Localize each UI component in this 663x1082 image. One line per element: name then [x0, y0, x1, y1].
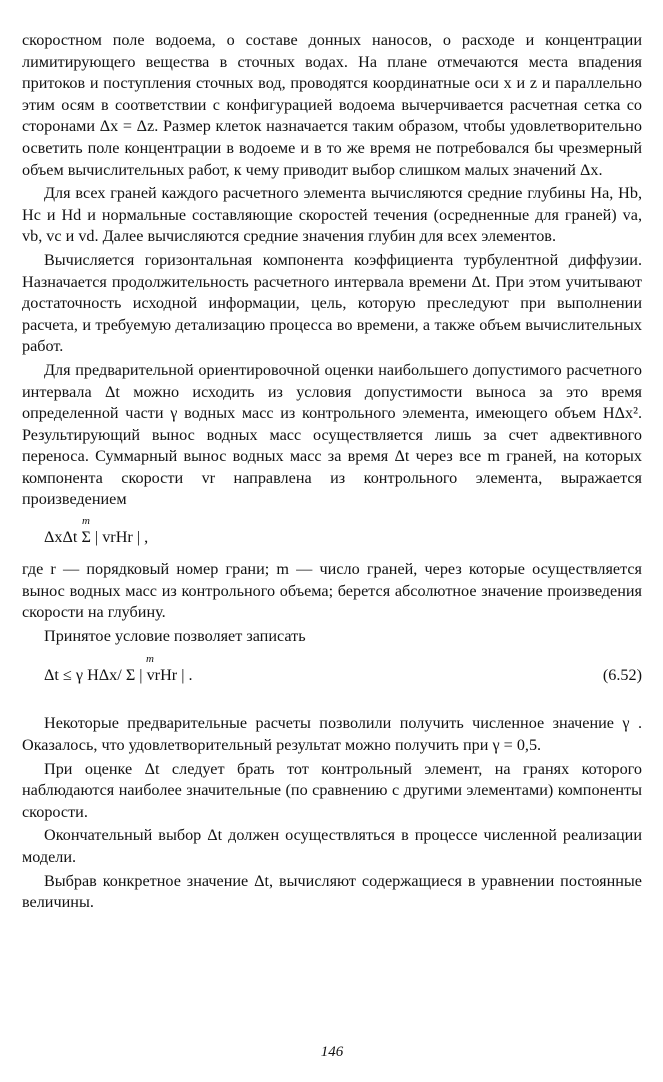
paragraph-7: Некоторые предварительные расчеты позволили получить численное значение γ . Оказалось, что удовлетворительный результат можно получить при γ = 0,5.	[22, 714, 642, 755]
formula-product-expression: ΔxΔt Σ | vrHr | ,	[44, 528, 149, 547]
equation-number: (6.52)	[602, 666, 642, 685]
page-number: 146	[320, 1044, 344, 1060]
formula-6-52-expression: Δt ≤ γ HΔx/ Σ | vrHr | .	[44, 666, 193, 685]
formula-product	[22, 515, 642, 555]
paragraph-10: Выбрав конкретное значение Δt, вычисляют содержащиеся в уравнении постоянные величины.	[22, 871, 642, 912]
paragraph-5: где r — порядковый номер грани; m — число граней, через которые осуществляется вынос водных масс из контрольного объема; берется абсолютное значение произведения скорости на глубину.	[22, 560, 642, 622]
paragraph-1: скоростном поле водоема, о составе донных наносов, о расходе и концентрации лимитирующего вещества в сточных водах. На плане отмечаются места впадения притоков и поступления сточных вод, проводятся координатные оси x и z и параллельно этим осям в соответствии с конфигурацией водоема вычерчивается расчетная сетка со сторонами Δx = Δz. Размер клеток назначается таким образом, чтобы удовлетворительно осветить поле концентрации в водоеме и в то же время не потребовался бы чрезмерный объем вычислительных работ, к чему приводит выбор слишком малых значений Δx.	[22, 31, 642, 179]
paragraph-2: Для всех граней каждого расчетного элемента вычисляются средние глубины Ha, Hb, Hc и Hd и нормальные составляющие скоростей течения (осредненные для граней) va, vb, vc и vd. Далее вычисляются средние значения глубин для всех элементов.	[22, 184, 642, 246]
formula-product-upper-limit: m	[82, 515, 90, 528]
formula-6-52-upper-limit: m	[146, 653, 154, 666]
paragraph-9: Окончательный выбор Δt должен осуществляться в процессе численной реализации модели.	[22, 826, 642, 866]
paragraph-3: Вычисляется горизонтальная компонента коэффициента турбулентной диффузии. Назначается продолжительность расчетного интервала времени Δt. При этом учитывают достаточность исходной информации, цель, которую преследуют при выполнении расчета, и требуемую детализацию процесса во времени, а также объем вычислительных работ.	[22, 250, 642, 356]
paragraph-6: Принятое условие позволяет записать	[44, 626, 306, 645]
formula-6-52	[22, 653, 642, 697]
paragraph-8: При оценке Δt следует брать тот контрольный элемент, на гранях которого наблюдаются наиболее значительные (по сравнению с другими элементами) компоненты скорости.	[22, 759, 642, 821]
document-page	[22, 22, 642, 1060]
paragraph-4: Для предварительной ориентировочной оценки наибольшего допустимого расчетного интервала Δt можно исходить из условия допустимости выноса за это время определенной части γ водных масс из контрольного элемента, имеющего объем HΔx². Результирующий вынос водных масс осуществляется лишь за счет адвективного переноса. Суммарный вынос водных масс за время Δt через все m граней, на которых компонента скорости vr направлена из контрольного элемента, выражается произведением	[22, 360, 642, 509]
